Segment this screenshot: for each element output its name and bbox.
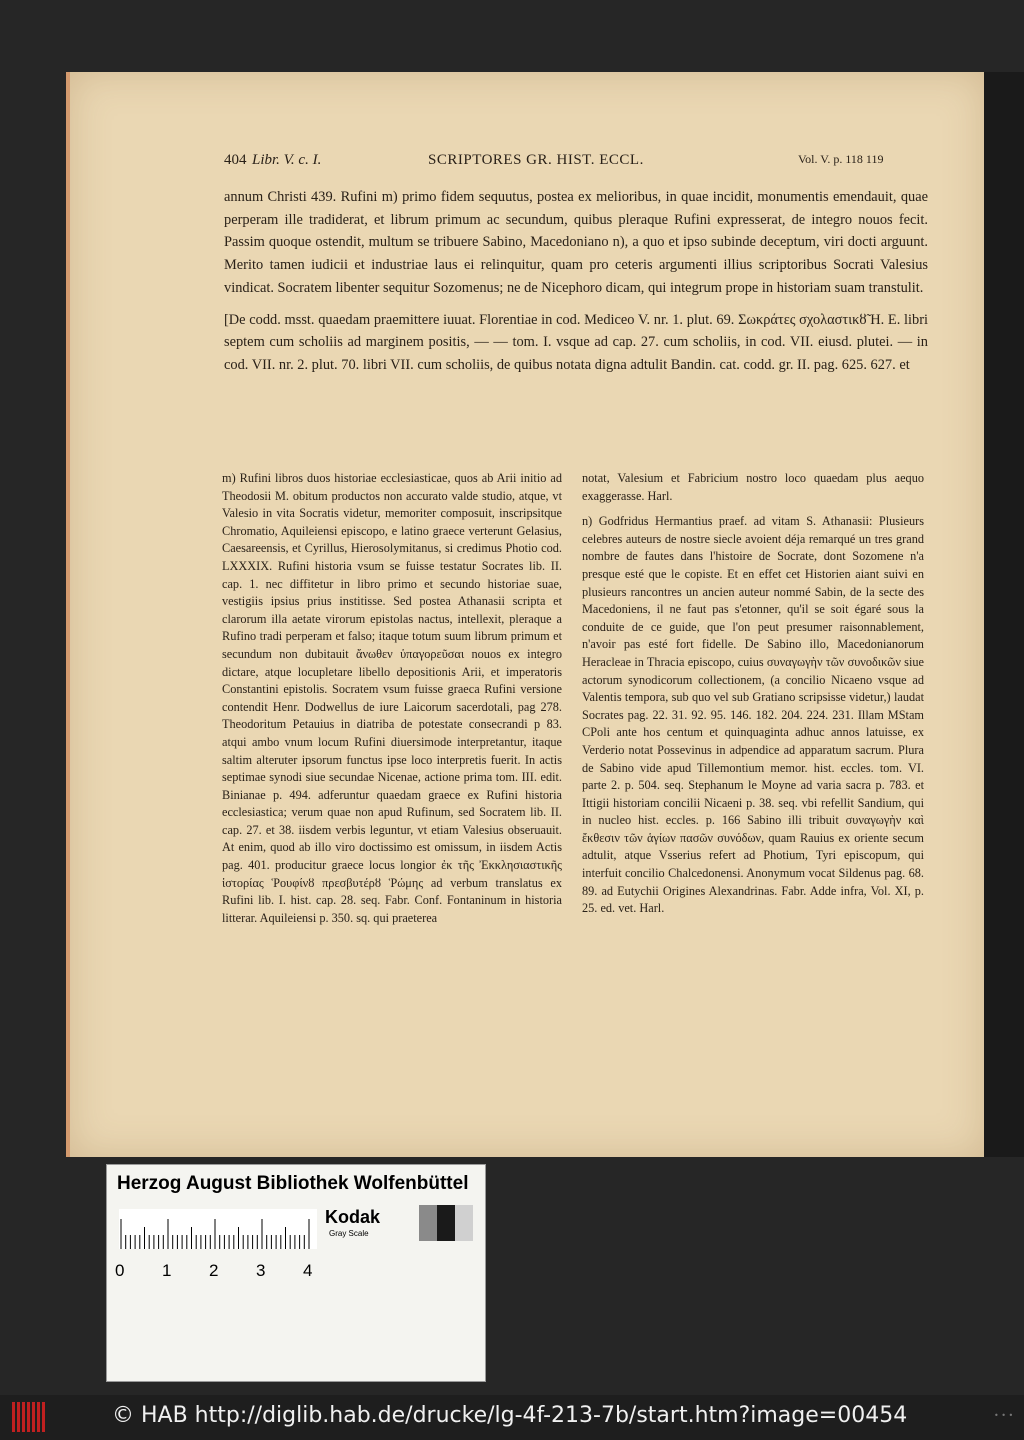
volume-ref: Vol. V. p. 118 119 bbox=[798, 152, 884, 166]
swatch bbox=[437, 1205, 455, 1241]
footnote-continuation: notat, Valesium et Fabricium nostro loco quaedam plus aequo exaggerasse. Harl. bbox=[582, 471, 924, 503]
swatch bbox=[419, 1205, 437, 1241]
copyright-url[interactable]: © HAB http://diglib.hab.de/drucke/lg-4f-213-7b/start.htm?image=00454 bbox=[112, 1403, 908, 1428]
ruler-scale bbox=[119, 1209, 317, 1249]
hab-logo-icon bbox=[12, 1402, 48, 1432]
page-header bbox=[224, 152, 924, 174]
main-paragraph: annum Christi 439. Rufini m) primo fidem sequutus, postea ex melioribus, in quae incidit, monumentis emendauit, quae perperam ille tradiderat, et librum primum ac secundum, quibus pleraque Rufini expresserat, de integro nouos fecit. Passim quoque ostendit, multum se tribuere Sabino, Macedoniano n), a quo et ipso subinde deceptum, viri docti arguunt. Merito tamen iudicii et industriae laus ei relinquitur, quam pro ceteris argumenti illius scriptoribus Socrati Valesius vindicat. Socratem libenter sequitur Sozomenus; ne de Nicephoro dicam, qui integrum prope in historiam suam transtulit. bbox=[224, 189, 928, 296]
ruler-number: 1 bbox=[162, 1261, 172, 1280]
running-title: SCRIPTORES GR. HIST. ECCL. bbox=[428, 152, 644, 168]
binding-shadow bbox=[980, 72, 1024, 1157]
footnote-column-right bbox=[582, 470, 924, 926]
main-paragraph: [De codd. msst. quaedam praemittere iuuat. Florentiae in cod. Mediceo V. nr. 1. plut. 69. Σωκράτες σχολαστικȣ̃ H. E. libri septem cum scholiis ad marginem positis, — — tom. I. vsque ad cap. 27. cum scholiis, in cod. VII. eiusd. plutei. — in cod. VII. nr. 2. plut. 70. libri VII. cum scholiis, de quibus notata digna adtulit Bandin. cat. codd. gr. II. pag. 625. 627. et bbox=[224, 311, 928, 373]
swatch bbox=[455, 1205, 473, 1241]
main-text bbox=[224, 186, 928, 386]
gray-scale-label: Gray Scale bbox=[329, 1229, 369, 1238]
footnote-column-left bbox=[222, 470, 562, 935]
footnote-n: n) Godfridus Hermantius praef. ad vitam S. Athanasii: Plusieurs celebres auteurs de nostre siecle avoient déja remarqué un tres grand nombre de fautes dans l'histoire de Socrate, dont Sozomene n'a presque esté que le copiste. Et en effet cet Historien aiant suivi en plusieurs rancontres un ancien auteur nommé Sabin, de la secte des Macedoniens, il ne faut pas s'etonner, qu'il se soit égaré sous la conduite de ce guide, que l'on peut presumer raisonnablement, n'avoir pas esté fort fidelle. De Sabino illo, Macedonianorum Heracleae in Thracia episcopo, cuius συναγωγὴν τῶν συνοδικῶν siue actorum synodicorum collectionem, (a concilio Nicaeno vsque ad Valentis tempora, sub quo vel sub Gratiano scripsisse videtur,) laudat Socrates pag. 22. 31. 92. 95. 146. 182. 204. 224. 231. Illam MStam CPoli ante hos centum et quinquaginta adhuc annos latuisse, ex Verderio notat Possevinus in adpendice ad apparatum sacrum. Plura de Sabino vide apud Tillemontium memor. hist. eccles. tom. VI. parte 2. p. 504. seq. Stephanum le Moyne ad varia sacra p. 783. et Ittigii historiam concilii Nicaeni p. 38. seq. vbi refellit Sandium, qui in nucleo hist. eccles. p. 166 Sabino illi tribuit συναγωγὴν καὶ ἔκθεσιν τῶν ἁγίων πασῶν συνόδων, quam Rauius ex oriente secum adtulit, atque Vsserius refert ad Photium, Tyri episcopum, qui interfuit concilio Chalcedonensi. Anonymum vocat Sildenus pag. 68. 89. ad Eutychii Origines Alexandrinas. Fabr. Adde infra, Vol. XI, p. 25. ed. vet. Harl. bbox=[582, 514, 924, 916]
ruler-number: 2 bbox=[209, 1261, 219, 1280]
kodak-brand: Kodak bbox=[325, 1207, 381, 1227]
footer-dots: • • • bbox=[994, 1411, 1014, 1420]
library-name: Herzog August Bibliothek Wolfenbüttel bbox=[117, 1173, 469, 1194]
gray-swatches bbox=[401, 1205, 473, 1241]
footer-bar bbox=[0, 1395, 1024, 1440]
section-ref: Libr. V. c. I. bbox=[252, 152, 322, 168]
library-color-card bbox=[106, 1164, 486, 1382]
swatch bbox=[401, 1205, 419, 1241]
page-number: 404 bbox=[224, 152, 247, 168]
ruler-number: 0 bbox=[115, 1261, 125, 1280]
ruler-number: 4 bbox=[303, 1261, 313, 1280]
ruler-number: 3 bbox=[256, 1261, 266, 1280]
footnote-m: m) Rufini libros duos historiae ecclesiasticae, quos ab Arii initio ad Theodosii M. obitum productos non accurato valde studio, atque, vt Valesio in vita Socratis videtur, memoriter composuit, inscripsitque Chromatio, Aquileiensi episcopo, e latino graece verterunt Gelasius, Caesareensis, et Cyrillus, Hierosolymitanus, si credimus Photio cod. LXXXIX. Rufini historia vsum se fuisse testatur Socrates lib. II. cap. 1. nec diffitetur in libro primo et secundo historiae suae, vestigiis ipsius prius institisse. Sed postea Athanasii scripta et clarorum illa aetate virorum epistolas nactus, intellexit, pleraque a Rufino tradi perperam et falso; itaque totum suum librum primum et secundum non dubitauit ἄνωθεν ὑπαγορεῦσαι nouos ex integro dictare, atque locupletare libello depositionis Arii, et imperatoris Constantini epistolis. Socratem vsum fuisse graeca Rufini versione contendit Henr. Dodwellus de iure Laicorum sacerdotali, pag 278. Theodoritum Petauius in diatriba de potestate consecrandi p 83. atqui ambo vnum locum Rufini diuersimode interpretantur, itaque saltim alteruter ipsorum functus ipse loco interpretis fuerit. In actis septimae synodi siue secundae Nicenae, actione prima tom. III. edit. Binianae p. 494. adferuntur quaedam graece ex Rufini historia ecclesiastica; verum quae non apud Rufinum, sed Socratem lib. II. cap. 27. et 38. iisdem verbis leguntur, vt etiam Valesius obseruauit. At enim, quod ab illo viro doctissimo est omissum, in iisdem Actis pag. 401. producitur graece locus longior ἐκ τῆς Ἐκκλησιαστικῆς ἱστορίας Ῥουφίνȣ πρεσβυτέρȣ Ῥώμης ad verbum translatus ex Rufini lib. I. hist. cap. 28. seq. Fabr. Conf. Fontaninum in historia litterar. Aquileiensi p. 350. sq. qui praeterea bbox=[222, 471, 562, 925]
